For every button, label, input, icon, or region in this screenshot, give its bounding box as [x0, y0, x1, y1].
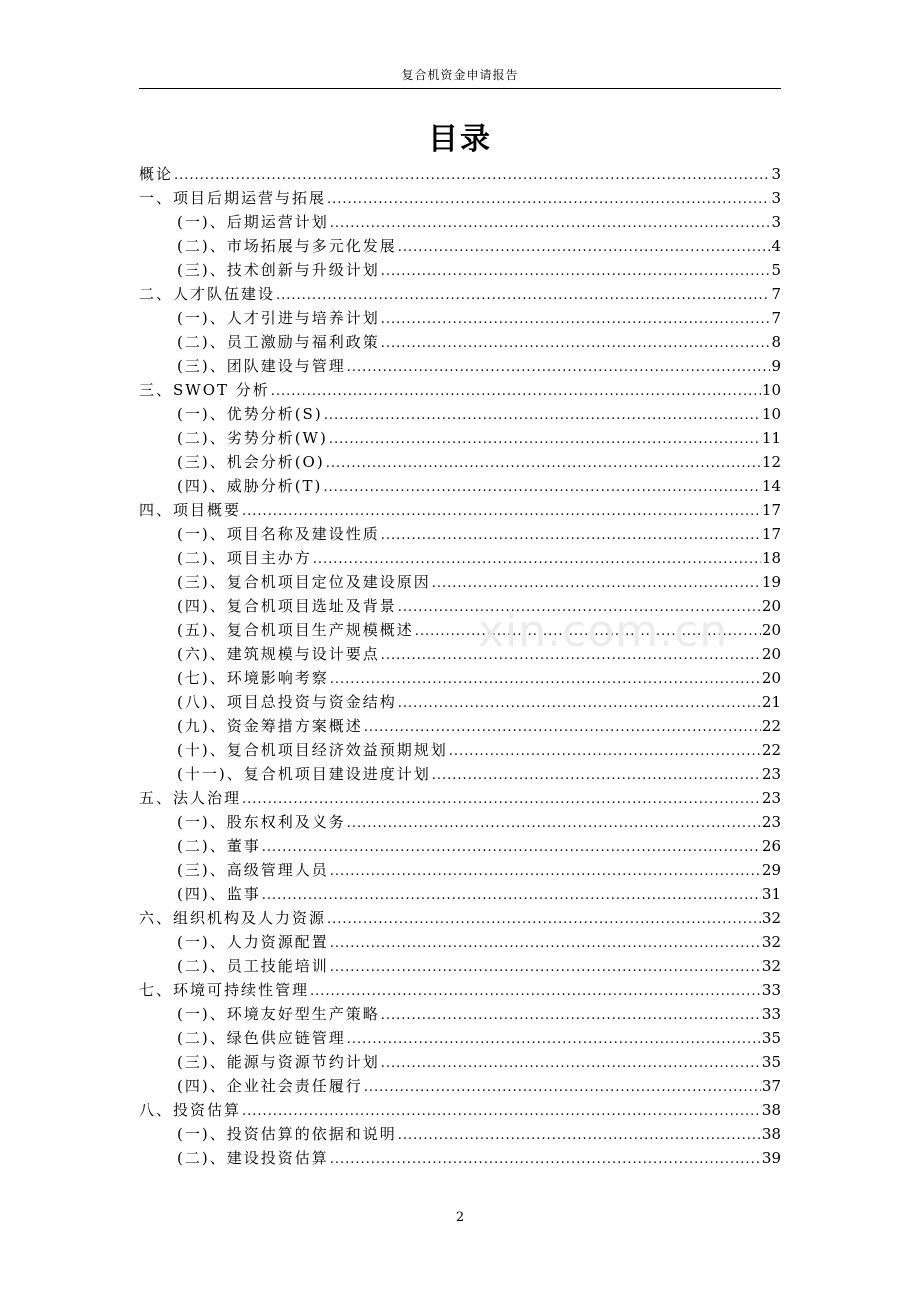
toc-dot-leader [381, 524, 761, 548]
toc-entry-page: 17 [761, 525, 781, 543]
toc-dot-leader [415, 620, 761, 644]
toc-entry-page: 5 [771, 261, 781, 279]
toc-entry-page: 10 [761, 405, 781, 423]
toc-dot-leader [323, 476, 760, 500]
toc-dot-leader [242, 1100, 761, 1124]
toc-dot-leader [381, 1052, 761, 1076]
toc-entry-label: 七、环境可持续性管理 [139, 981, 310, 999]
toc-entry-label: 五、法人治理 [139, 789, 242, 807]
toc-dot-leader [329, 428, 761, 452]
toc-dot-leader [364, 1076, 761, 1100]
toc-dot-leader [381, 308, 771, 332]
toc-entry[interactable] [139, 1122, 781, 1146]
toc-entry-label: 一、项目后期运营与拓展 [139, 189, 327, 207]
table-of-contents [139, 162, 781, 1170]
toc-dot-leader [330, 932, 761, 956]
toc-entry[interactable] [139, 234, 781, 258]
toc-entry-page: 23 [761, 765, 781, 783]
toc-entry[interactable] [139, 858, 781, 882]
toc-entry-label: (二)、市场拓展与多元化发展 [177, 237, 397, 255]
running-header: 复合机资金申请报告 [401, 68, 519, 82]
toc-entry-label: (二)、董事 [177, 837, 261, 855]
toc-entry[interactable] [139, 1074, 781, 1098]
toc-dot-leader [381, 644, 761, 668]
toc-entry-label: (二)、员工激励与福利政策 [177, 333, 380, 351]
toc-entry-label: (一)、股东权利及义务 [177, 813, 346, 831]
toc-entry-page: 10 [761, 381, 781, 399]
toc-dot-leader [326, 452, 761, 476]
toc-entry[interactable] [139, 834, 781, 858]
toc-entry-label: (二)、劣势分析(W) [177, 429, 328, 447]
toc-entry-label: (一)、人才引进与培养计划 [177, 309, 380, 327]
toc-dot-leader [330, 1148, 761, 1172]
toc-entry-page: 4 [771, 237, 781, 255]
toc-entry[interactable] [139, 306, 781, 330]
toc-dot-leader [313, 548, 761, 572]
toc-entry-page: 32 [761, 957, 781, 975]
toc-entry[interactable] [139, 162, 781, 186]
toc-entry[interactable] [139, 378, 781, 402]
toc-entry-page: 35 [761, 1029, 781, 1047]
toc-dot-leader [432, 764, 761, 788]
page-number: 2 [455, 1210, 465, 1225]
toc-entry[interactable] [139, 570, 781, 594]
toc-entry-label: (四)、复合机项目选址及背景 [177, 597, 397, 615]
toc-dot-leader [398, 692, 761, 716]
toc-entry-label: (一)、项目名称及建设性质 [177, 525, 380, 543]
toc-entry-page: 14 [761, 477, 781, 495]
toc-entry[interactable] [139, 714, 781, 738]
toc-entry[interactable] [139, 426, 781, 450]
toc-entry-label: (四)、企业社会责任履行 [177, 1077, 363, 1095]
toc-entry-page: 18 [761, 549, 781, 567]
toc-entry[interactable] [139, 498, 781, 522]
toc-entry[interactable] [139, 186, 781, 210]
toc-entry-page: 32 [761, 933, 781, 951]
toc-entry-label: 二、人才队伍建设 [139, 285, 276, 303]
toc-dot-leader [276, 284, 770, 308]
toc-entry[interactable] [139, 522, 781, 546]
toc-entry-label: (五)、复合机项目生产规模概述 [177, 621, 414, 639]
toc-dot-leader [381, 260, 771, 284]
toc-entry-page: 38 [761, 1101, 781, 1119]
toc-dot-leader [398, 1124, 761, 1148]
toc-entry[interactable] [139, 738, 781, 762]
toc-entry-label: (一)、后期运营计划 [177, 213, 329, 231]
toc-entry-label: 四、项目概要 [139, 501, 242, 519]
toc-entry-label: (十)、复合机项目经济效益预期规划 [177, 741, 448, 759]
toc-dot-leader [330, 860, 761, 884]
toc-entry-page: 7 [771, 309, 781, 327]
toc-entry-page: 19 [761, 573, 781, 591]
toc-entry-label: (三)、复合机项目定位及建设原因 [177, 573, 431, 591]
toc-dot-leader [449, 740, 761, 764]
toc-entry[interactable] [139, 906, 781, 930]
toc-entry[interactable] [139, 930, 781, 954]
toc-dot-leader [330, 668, 761, 692]
toc-entry-page: 23 [761, 789, 781, 807]
toc-entry-page: 37 [761, 1077, 781, 1095]
toc-entry-page: 26 [761, 837, 781, 855]
toc-entry-page: 3 [771, 213, 781, 231]
toc-entry-page: 12 [761, 453, 781, 471]
toc-entry[interactable] [139, 1002, 781, 1026]
toc-dot-leader [381, 1004, 761, 1028]
toc-entry-label: (二)、项目主办方 [177, 549, 312, 567]
page-title: 目录 [428, 122, 492, 157]
toc-entry[interactable] [139, 450, 781, 474]
toc-entry-label: (七)、环境影响考察 [177, 669, 329, 687]
toc-dot-leader [330, 212, 771, 236]
toc-dot-leader [381, 332, 771, 356]
toc-dot-leader [327, 188, 770, 212]
toc-dot-leader [398, 236, 771, 260]
toc-dot-leader [262, 836, 761, 860]
toc-entry[interactable] [139, 402, 781, 426]
toc-entry-page: 11 [761, 429, 781, 447]
toc-entry-page: 23 [761, 813, 781, 831]
toc-dot-leader [364, 716, 761, 740]
watermark: xin.com.cn [478, 606, 729, 657]
toc-entry[interactable] [139, 882, 781, 906]
toc-entry[interactable] [139, 474, 781, 498]
toc-dot-leader [398, 596, 761, 620]
toc-entry-page: 31 [761, 885, 781, 903]
toc-dot-leader [330, 956, 761, 980]
toc-entry-page: 33 [761, 1005, 781, 1023]
toc-dot-leader [432, 572, 761, 596]
toc-entry-label: (一)、优势分析(S) [177, 405, 323, 423]
toc-entry[interactable] [139, 282, 781, 306]
toc-dot-leader [347, 812, 761, 836]
toc-dot-leader [271, 380, 761, 404]
toc-entry-label: (三)、高级管理人员 [177, 861, 329, 879]
toc-entry-label: (六)、建筑规模与设计要点 [177, 645, 380, 663]
toc-entry-label: (三)、技术创新与升级计划 [177, 261, 380, 279]
toc-entry[interactable] [139, 642, 781, 666]
toc-entry-page: 22 [761, 717, 781, 735]
toc-dot-leader [242, 788, 761, 812]
header-rule [139, 88, 781, 89]
toc-entry-label: (四)、监事 [177, 885, 261, 903]
toc-entry[interactable] [139, 978, 781, 1002]
toc-entry-label: (三)、团队建设与管理 [177, 357, 346, 375]
toc-entry-label: 概论 [139, 165, 174, 183]
toc-entry[interactable] [139, 618, 781, 642]
toc-entry-label: (一)、环境友好型生产策略 [177, 1005, 380, 1023]
toc-entry-page: 38 [761, 1125, 781, 1143]
toc-entry[interactable] [139, 258, 781, 282]
toc-entry[interactable] [139, 1050, 781, 1074]
toc-dot-leader [327, 908, 761, 932]
toc-dot-leader [242, 500, 761, 524]
toc-entry-label: 六、组织机构及人力资源 [139, 909, 327, 927]
toc-entry-page: 3 [771, 189, 781, 207]
toc-entry-label: (八)、项目总投资与资金结构 [177, 693, 397, 711]
toc-entry-page: 33 [761, 981, 781, 999]
toc-dot-leader [174, 164, 770, 188]
toc-entry[interactable] [139, 1146, 781, 1170]
toc-entry[interactable] [139, 546, 781, 570]
toc-dot-leader [310, 980, 761, 1004]
toc-entry[interactable] [139, 762, 781, 786]
toc-entry-label: (一)、人力资源配置 [177, 933, 329, 951]
toc-entry[interactable] [139, 354, 781, 378]
toc-entry-page: 9 [771, 357, 781, 375]
toc-dot-leader [347, 356, 771, 380]
toc-entry-page: 20 [761, 645, 781, 663]
toc-entry[interactable] [139, 954, 781, 978]
toc-entry-page: 20 [761, 669, 781, 687]
toc-entry[interactable] [139, 810, 781, 834]
toc-entry[interactable] [139, 666, 781, 690]
toc-entry-label: 三、SWOT 分析 [139, 381, 270, 399]
toc-entry-label: (九)、资金筹措方案概述 [177, 717, 363, 735]
toc-entry-label: 八、投资估算 [139, 1101, 242, 1119]
toc-entry-page: 20 [761, 597, 781, 615]
toc-entry-label: (二)、绿色供应链管理 [177, 1029, 346, 1047]
toc-entry-page: 20 [761, 621, 781, 639]
toc-entry[interactable] [139, 1026, 781, 1050]
toc-entry-page: 7 [771, 285, 781, 303]
toc-entry[interactable] [139, 1098, 781, 1122]
toc-entry-label: (四)、威胁分析(T) [177, 477, 323, 495]
toc-entry-label: (一)、投资估算的依据和说明 [177, 1125, 397, 1143]
toc-entry[interactable] [139, 330, 781, 354]
toc-entry-page: 21 [761, 693, 781, 711]
toc-entry-label: (三)、能源与资源节约计划 [177, 1053, 380, 1071]
toc-entry-label: (二)、员工技能培训 [177, 957, 329, 975]
toc-entry[interactable] [139, 690, 781, 714]
toc-dot-leader [262, 884, 761, 908]
toc-entry-page: 39 [761, 1149, 781, 1167]
toc-entry-page: 8 [771, 333, 781, 351]
toc-dot-leader [324, 404, 761, 428]
toc-entry-label: (三)、机会分析(O) [177, 453, 325, 471]
toc-entry[interactable] [139, 594, 781, 618]
toc-entry-page: 22 [761, 741, 781, 759]
toc-entry-page: 35 [761, 1053, 781, 1071]
toc-entry-label: (二)、建设投资估算 [177, 1149, 329, 1167]
toc-dot-leader [347, 1028, 761, 1052]
toc-entry-page: 32 [761, 909, 781, 927]
toc-entry[interactable] [139, 786, 781, 810]
toc-entry-label: (十一)、复合机项目建设进度计划 [177, 765, 431, 783]
toc-entry-page: 17 [761, 501, 781, 519]
toc-entry-page: 3 [771, 165, 781, 183]
toc-entry-page: 29 [761, 861, 781, 879]
toc-entry[interactable] [139, 210, 781, 234]
